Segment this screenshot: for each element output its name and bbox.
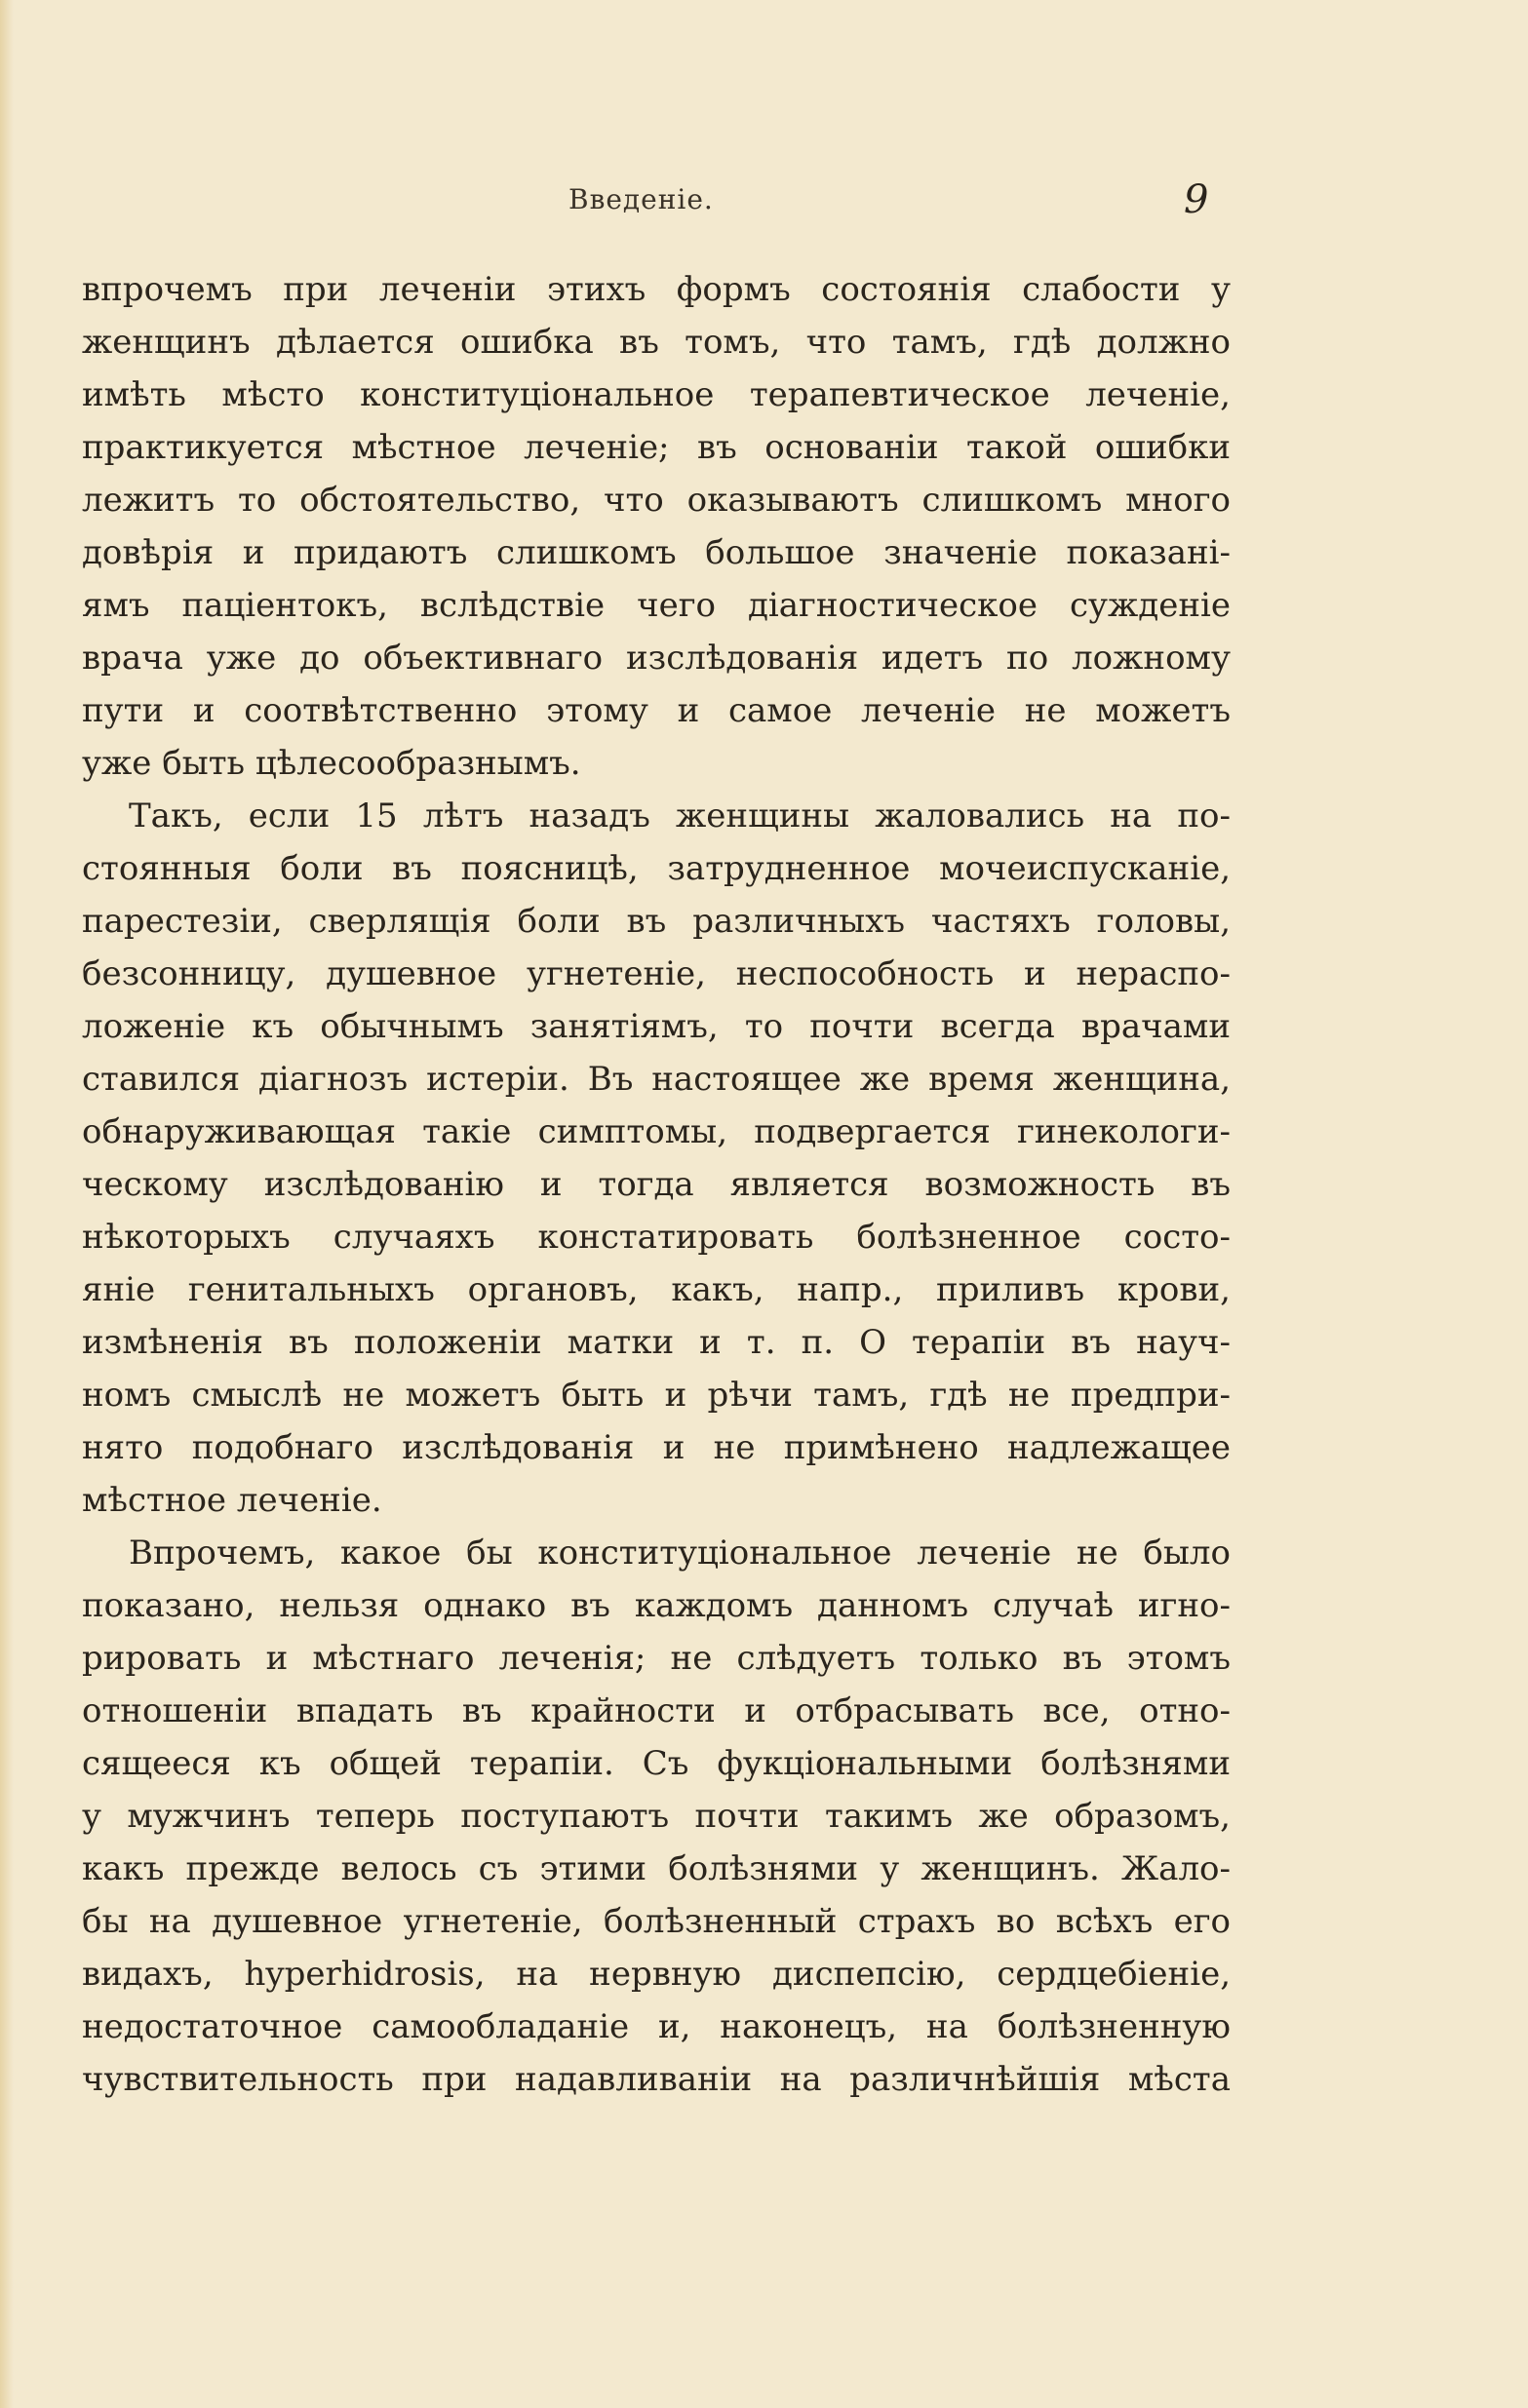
text-line: стоянныя боли въ поясницѣ, затрудненное мочеиспусканіе, bbox=[82, 849, 1231, 888]
paragraph-1 bbox=[82, 263, 1231, 790]
text-line: сящееся къ общей терапіи. Съ фукціональными болѣзнями bbox=[82, 1744, 1231, 1783]
text-line: измѣненія въ положеніи матки и т. п. О терапіи въ науч- bbox=[82, 1323, 1231, 1362]
text-line: отношеніи впадать въ крайности и отбрасывать все, отно- bbox=[82, 1691, 1231, 1730]
text-line: бы на душевное угнетеніе, болѣзненный страхъ во всѣхъ его bbox=[82, 1902, 1231, 1941]
paragraph-3 bbox=[82, 1527, 1231, 2106]
text-line: практикуется мѣстное леченіе; въ основаніи такой ошибки bbox=[82, 428, 1231, 467]
text-line: обнаруживающая такіе симптомы, подвергается гинекологи- bbox=[82, 1112, 1231, 1151]
text-line: ложеніе къ обычнымъ занятіямъ, то почти всегда врачами bbox=[82, 1007, 1231, 1046]
text-line: у мужчинъ теперь поступаютъ почти такимъ же образомъ, bbox=[82, 1797, 1231, 1836]
text-line: чувствительность при надавливаніи на различнѣйшія мѣста bbox=[82, 2060, 1231, 2099]
text-line: рировать и мѣстнаго леченія; не слѣдуетъ только въ этомъ bbox=[82, 1639, 1231, 1678]
text-line: пути и соотвѣтственно этому и самое леченіе не можетъ bbox=[82, 691, 1231, 730]
text-line: яніе генитальныхъ органовъ, какъ, напр., приливъ крови, bbox=[82, 1270, 1231, 1309]
text-line: безсонницу, душевное угнетеніе, неспособность и нераспо- bbox=[82, 954, 1231, 993]
text-line: показано, нельзя однако въ каждомъ данномъ случаѣ игно- bbox=[82, 1586, 1231, 1625]
text-line: нято подобнаго изслѣдованія и не примѣнено надлежащее bbox=[82, 1428, 1231, 1467]
text-line: уже быть цѣлесообразнымъ. bbox=[82, 744, 581, 783]
text-line: имѣть мѣсто конституціональное терапевтическое леченіе, bbox=[82, 375, 1231, 414]
text-line: недостаточное самообладаніе и, наконецъ, на болѣзненную bbox=[82, 2007, 1231, 2046]
page-number: 9 bbox=[1184, 177, 1209, 222]
text-line: парестезіи, сверлящія боли въ различныхъ частяхъ головы, bbox=[82, 902, 1231, 941]
text-line: женщинъ дѣлается ошибка въ томъ, что тамъ, гдѣ должно bbox=[82, 323, 1231, 362]
text-line: впрочемъ при леченіи этихъ формъ состоянія слабости у bbox=[82, 270, 1231, 309]
body-text bbox=[82, 263, 1231, 2106]
text-line: Такъ, если 15 лѣтъ назадъ женщины жаловались на по- bbox=[129, 796, 1231, 835]
text-line: довѣрія и придаютъ слишкомъ большое значеніе показані- bbox=[82, 533, 1231, 572]
page-header bbox=[0, 177, 1528, 236]
text-line: ческому изслѣдованію и тогда является возможность въ bbox=[82, 1165, 1231, 1204]
running-title: Введеніе. bbox=[568, 183, 714, 215]
text-line: Впрочемъ, какое бы конституціональное леченіе не было bbox=[129, 1534, 1231, 1573]
text-line: какъ прежде велось съ этими болѣзнями у женщинъ. Жало- bbox=[82, 1849, 1231, 1888]
text-line: мѣстное леченіе. bbox=[82, 1481, 382, 1520]
text-line: видахъ, hyperhidrosis, на нервную диспепсію, сердцебіеніе, bbox=[82, 1955, 1231, 1994]
text-line: номъ смыслѣ не можетъ быть и рѣчи тамъ, гдѣ не предпри- bbox=[82, 1376, 1231, 1415]
text-line: лежитъ то обстоятельство, что оказываютъ слишкомъ много bbox=[82, 481, 1231, 520]
text-line: ямъ паціентокъ, вслѣдствіе чего діагностическое сужденіе bbox=[82, 586, 1231, 625]
paragraph-2 bbox=[82, 790, 1231, 1527]
text-line: ставился діагнозъ истеріи. Въ настоящее же время женщина, bbox=[82, 1060, 1231, 1099]
text-line: врача уже до объективнаго изслѣдованія идетъ по ложному bbox=[82, 639, 1231, 678]
text-line: нѣкоторыхъ случаяхъ констатировать болѣзненное состо- bbox=[82, 1218, 1231, 1257]
